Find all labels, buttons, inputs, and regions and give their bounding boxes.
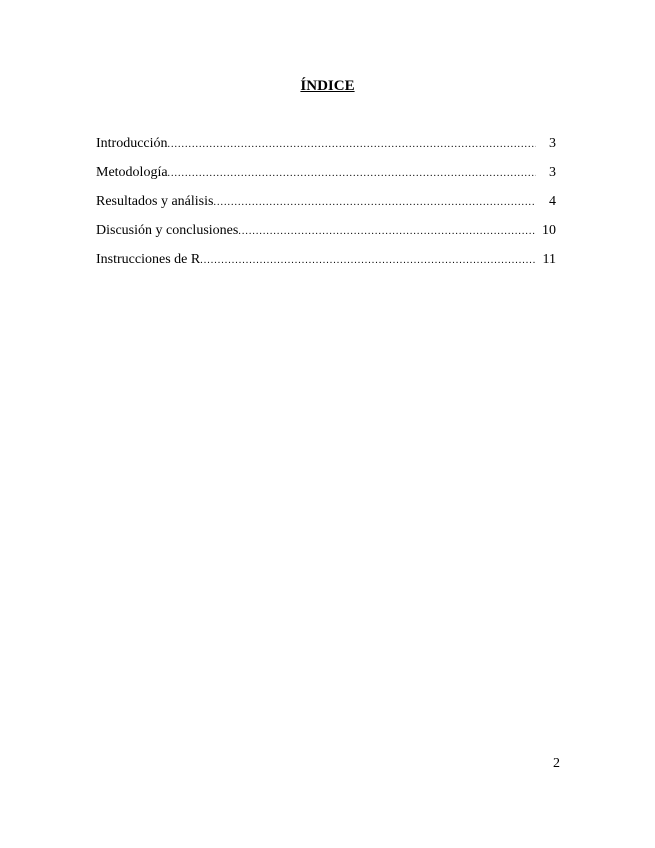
toc-dot-leader xyxy=(168,165,536,183)
toc-dot-leader xyxy=(200,252,536,270)
toc-entry-instrucciones[interactable] xyxy=(96,251,556,280)
toc-entry-page: 4 xyxy=(549,194,556,209)
toc-entry-page: 10 xyxy=(542,223,556,238)
table-of-contents xyxy=(96,135,556,280)
toc-entry-page: 11 xyxy=(542,252,556,267)
toc-entry-label: Introducción xyxy=(96,136,168,151)
toc-dot-leader xyxy=(168,136,536,154)
page-title: ÍNDICE xyxy=(300,78,355,94)
toc-entry-resultados[interactable] xyxy=(96,193,556,222)
toc-dot-leader xyxy=(238,223,536,241)
toc-entry-page: 3 xyxy=(549,136,556,151)
toc-entry-page: 3 xyxy=(549,165,556,180)
toc-entry-label: Discusión y conclusiones xyxy=(96,223,239,238)
page-number: 2 xyxy=(553,756,560,771)
toc-entry-label: Instrucciones de R xyxy=(96,252,201,267)
toc-entry-discusion[interactable] xyxy=(96,222,556,251)
toc-entry-metodologia[interactable] xyxy=(96,164,556,193)
toc-dot-leader xyxy=(213,194,536,212)
toc-entry-introduccion[interactable] xyxy=(96,135,556,164)
toc-entry-label: Resultados y análisis xyxy=(96,194,214,209)
toc-entry-label: Metodología xyxy=(96,165,168,180)
